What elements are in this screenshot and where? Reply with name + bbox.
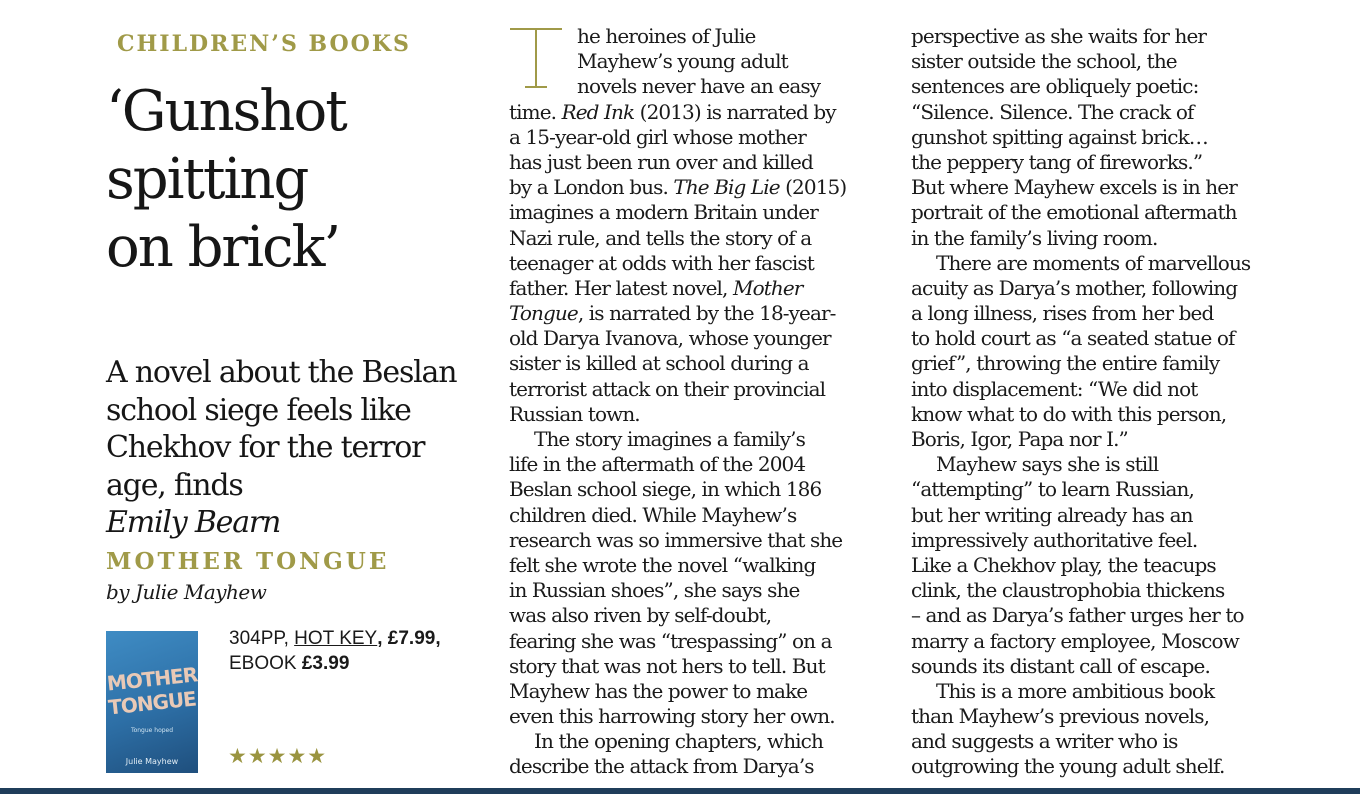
article-line: Mayhew’s young adult — [577, 49, 788, 74]
book-cover — [106, 631, 198, 773]
article-line: even this harrowing story her own. — [509, 704, 835, 729]
cover-title-bottom: TONGUE — [107, 686, 197, 720]
article-line: life in the aftermath of the 2004 — [509, 452, 806, 477]
article-line: Boris, Igor, Papa nor I.” — [911, 427, 1128, 451]
article-line: “attempting” to learn Russian, — [911, 477, 1194, 502]
pub-line-2 — [229, 651, 441, 676]
article-line: fearing she was “trespassing” on a — [509, 628, 832, 653]
article-line: But where Mayhew excels is in her — [911, 175, 1237, 200]
article-line: research was so immersive that she — [509, 527, 843, 552]
article-line: Russian town. — [509, 401, 640, 426]
headline-line: ‘Gunshot — [106, 79, 346, 144]
article-line: father. Her latest novel, Mother — [509, 275, 803, 300]
article-line: a 15-year-old girl whose mother — [509, 124, 806, 149]
article-line: sentences are obliquely poetic: — [911, 74, 1199, 99]
article-line: was also riven by self-doubt, — [509, 603, 772, 628]
article-line: The story imagines a family’s — [534, 427, 805, 451]
article-line: Beslan school siege, in which 186 — [509, 477, 822, 502]
article-line: This is a more ambitious book — [936, 678, 1215, 703]
article-line: sister outside the school, the — [911, 49, 1177, 74]
article-line: old Darya Ivanova, whose younger — [509, 326, 831, 351]
standfirst-line: A novel about the Beslan — [106, 355, 457, 390]
article-line: Mayhew has the power to make — [509, 678, 808, 703]
article-line: sounds its distant call of escape. — [911, 653, 1210, 678]
price: , £7.99, — [377, 628, 441, 649]
article-line: grief”, throwing the entire family — [911, 351, 1220, 376]
star-rating: ★★★★★ — [228, 744, 328, 768]
article-line: marry a factory employee, Moscow — [911, 628, 1239, 653]
article-line: but her writing already has an — [911, 502, 1193, 527]
article-column-2 — [911, 24, 1291, 780]
article-line: to hold court as “a seated statue of — [911, 326, 1235, 351]
article-line: children died. While Mayhew’s — [509, 502, 797, 527]
standfirst-prefix: age, finds — [106, 467, 243, 503]
article-line: impressively authoritative feel. — [911, 527, 1198, 552]
article-line: a long illness, rises from her bed — [911, 301, 1214, 326]
article-line: imagines a modern Britain under — [509, 200, 818, 225]
article-line: in the family’s living room. — [911, 225, 1158, 250]
standfirst-line: Chekhov for the terror — [106, 430, 425, 465]
ebook-price: £3.99 — [301, 653, 350, 674]
article-line: “Silence. Silence. The crack of — [911, 99, 1194, 124]
cover-tagline: Tongue hoped — [130, 727, 174, 734]
article-line: time. Red Ink (2013) is narrated by — [509, 99, 836, 124]
headline-line: spitting — [106, 147, 308, 212]
article-line: in Russian shoes”, she says she — [509, 578, 800, 603]
article-line: novels never have an easy — [577, 74, 821, 99]
cover-author: Julie Mayhew — [125, 757, 179, 766]
standfirst-line: school siege feels like — [106, 392, 411, 428]
reviewer-name: Emily Bearn — [106, 505, 281, 540]
article-column-1 — [509, 24, 889, 780]
headline — [106, 78, 496, 282]
article-line: has just been run over and killed — [509, 149, 813, 174]
article-line: terrorist attack on their provincial — [509, 376, 826, 401]
standfirst — [106, 354, 491, 542]
publication-details — [229, 626, 441, 676]
article-line: by a London bus. The Big Lie (2015) — [509, 175, 847, 200]
article-line: teenager at odds with her fascist — [509, 250, 814, 275]
article-line: – and as Darya’s father urges her to — [911, 603, 1244, 628]
article-line: Nazi rule, and tells the story of a — [509, 225, 812, 250]
article-line: gunshot spitting against brick… — [911, 124, 1208, 149]
article-line: sister is killed at school during a — [509, 351, 809, 376]
standfirst-line — [106, 467, 491, 542]
book-byline: by Julie Mayhew — [106, 580, 267, 604]
article-line: perspective as she waits for her — [911, 24, 1207, 48]
article-line: Mayhew says she is still — [936, 452, 1159, 477]
article-line: clink, the claustrophobia thickens — [911, 578, 1225, 603]
article-line: felt she wrote the novel “walking — [509, 552, 816, 577]
article-line: the peppery tang of fireworks.” — [911, 149, 1203, 174]
publisher-name: HOT KEY — [294, 628, 378, 649]
article-line: he heroines of Julie — [577, 24, 756, 48]
article-line: than Mayhew’s previous novels, — [911, 704, 1210, 729]
article-line: into displacement: “We did not — [911, 376, 1198, 401]
cover-title-top: MOTHER — [106, 662, 198, 696]
headline-line: on brick’ — [106, 215, 340, 280]
article-line: acuity as Darya’s mother, following — [911, 275, 1238, 300]
ebook-label: EBOOK — [229, 653, 302, 674]
article-line: story that was not hers to tell. But — [509, 653, 825, 678]
article-line: In the opening chapters, which — [534, 729, 823, 754]
section-label: CHILDREN’S BOOKS — [117, 31, 411, 57]
article-line: describe the attack from Darya’s — [509, 754, 814, 779]
book-title: MOTHER TONGUE — [106, 548, 390, 575]
article-line: outgrowing the young adult shelf. — [911, 754, 1225, 779]
page-count: 304PP, — [229, 628, 295, 649]
bottom-rule — [0, 788, 1360, 794]
article-line: know what to do with this person, — [911, 401, 1227, 426]
article-line: Like a Chekhov play, the teacups — [911, 552, 1216, 577]
article-line: There are moments of marvellous — [936, 250, 1251, 275]
article-line: portrait of the emotional aftermath — [911, 200, 1237, 225]
pub-line-1 — [229, 626, 441, 651]
article-line: and suggests a writer who is — [911, 729, 1178, 754]
article-line: Tongue, is narrated by the 18-year- — [509, 301, 836, 326]
